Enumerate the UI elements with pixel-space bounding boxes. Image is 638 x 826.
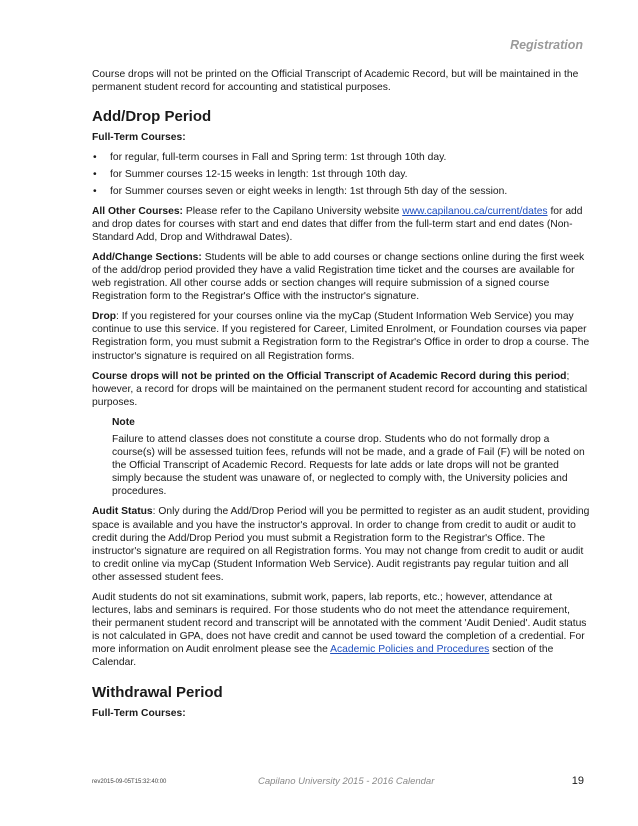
withdrawal-heading: Withdrawal Period [92, 683, 223, 701]
section-header: Registration [510, 38, 583, 52]
full-term-list [92, 151, 590, 198]
note-title: Note [112, 416, 135, 428]
add-drop-heading: Add/Drop Period [92, 108, 212, 126]
audit-students-text-end: section of the Calendar. [92, 644, 554, 669]
change-sections-paragraph [92, 251, 590, 303]
other-courses-label: All Other Courses: [92, 205, 183, 217]
audit-status-paragraph [92, 505, 590, 584]
calendar-title: Capilano University 2015 - 2016 Calendar [258, 776, 435, 787]
note-box [92, 416, 590, 499]
drop-text: : If you registered for your courses online via the myCap (Student Information Web Service) you may continue to use this service. If you registered for Career, Limited Enrolment, or Foundation courses via paper Registration form, you must submit a Registration form to the Registrar's Office in order to drop a course. The instructor's signature is required on all Registration forms. [92, 311, 590, 362]
audit-status-text: : Only during the Add/Drop Period will you be permitted to register as an audit student, providing space is available and you have the instructor's approval. In order to change from credit to audit or audit to credit during the Add/Drop Period you must submit a Registration form to the Registrar's Office. The instructor's signature are required on all Registration forms. You may not change from credit to audit or audit to credit online via myCap (Student Information Web Service). Audit registrants pay regular tuition and all other assessed student fees. [92, 506, 590, 583]
transcript-text: ; however, a record for drops will be maintained on the permanent student record for accounting and statistical purposes. [92, 370, 588, 408]
page-number: 19 [571, 775, 584, 787]
drop-paragraph [92, 310, 590, 362]
note-text: Failure to attend classes does not constitute a course drop. Students who do not formally drop a course(s) will be assessed tuition fees, refunds will not be made, and a grade of Fail (F) will be noted on the Official Transcript of Academic Record. Requests for late adds or late drops will not be granted simply because the student was unaware of, or neglected to comply with, the University policies and procedures. [112, 433, 585, 498]
list-item: • for regular, full-term courses in Fall and Spring term: 1st through 10th day. [92, 151, 590, 164]
change-sections-text: Students will be able to add courses or change sections online during the first week of the add/drop period provided they have a valid Registration time ticket and the courses are available for web registration. All other course adds or section changes will require submission of a signed course Registration form to the Registrar's Office with the instructor's signature. [92, 251, 585, 303]
academic-policies-link[interactable]: Academic Policies and Procedures [330, 644, 490, 656]
withdrawal-full-term-label: Full-Term Courses: [92, 707, 186, 719]
change-sections-label: Add/Change Sections: [92, 251, 202, 263]
other-courses-paragraph [92, 205, 590, 244]
main-content [92, 68, 590, 727]
audit-students-text: Audit students do not sit examinations, submit work, papers, lab reports, etc.; however, attendance at lectures, labs and seminars is required. For those students who do not meet the attendance requirement, their permanent student record and transcript will be annotated with the comment 'Audit Denied'. Audit status is not calculated in GPA, does not have credit and cannot be used toward the completion of a credential. For more information on Audit enrolment please see the [92, 592, 587, 656]
audit-students-paragraph [92, 591, 590, 670]
other-courses-text: Please refer to the Capilano University website [182, 205, 403, 217]
drop-label: Drop [92, 311, 117, 323]
list-item: • for Summer courses 12-15 weeks in length: 1st through 10th day. [92, 168, 590, 181]
transcript-label: Course drops will not be printed on the Official Transcript of Academic Record during this period [92, 370, 567, 382]
dates-link[interactable]: www.capilanou.ca/current/dates [402, 205, 548, 217]
other-courses-text-end: for add and drop dates for courses with start and end dates that differ from the full-term start and end dates (Non-Standard Add, Drop and Withdrawal Dates). [92, 205, 583, 243]
full-term-label: Full-Term Courses: [92, 132, 186, 144]
revision-stamp: rev2015-09-05T15:32:40:00 [92, 779, 167, 785]
intro-paragraph: Course drops will not be printed on the Official Transcript of Academic Record, but will be maintained in the permanent student record for accounting and statistical purposes. [92, 69, 579, 94]
audit-status-label: Audit Status [92, 506, 153, 518]
list-item: • for Summer courses seven or eight weeks in length: 1st through 5th day of the session. [92, 185, 590, 198]
transcript-paragraph [92, 370, 590, 409]
